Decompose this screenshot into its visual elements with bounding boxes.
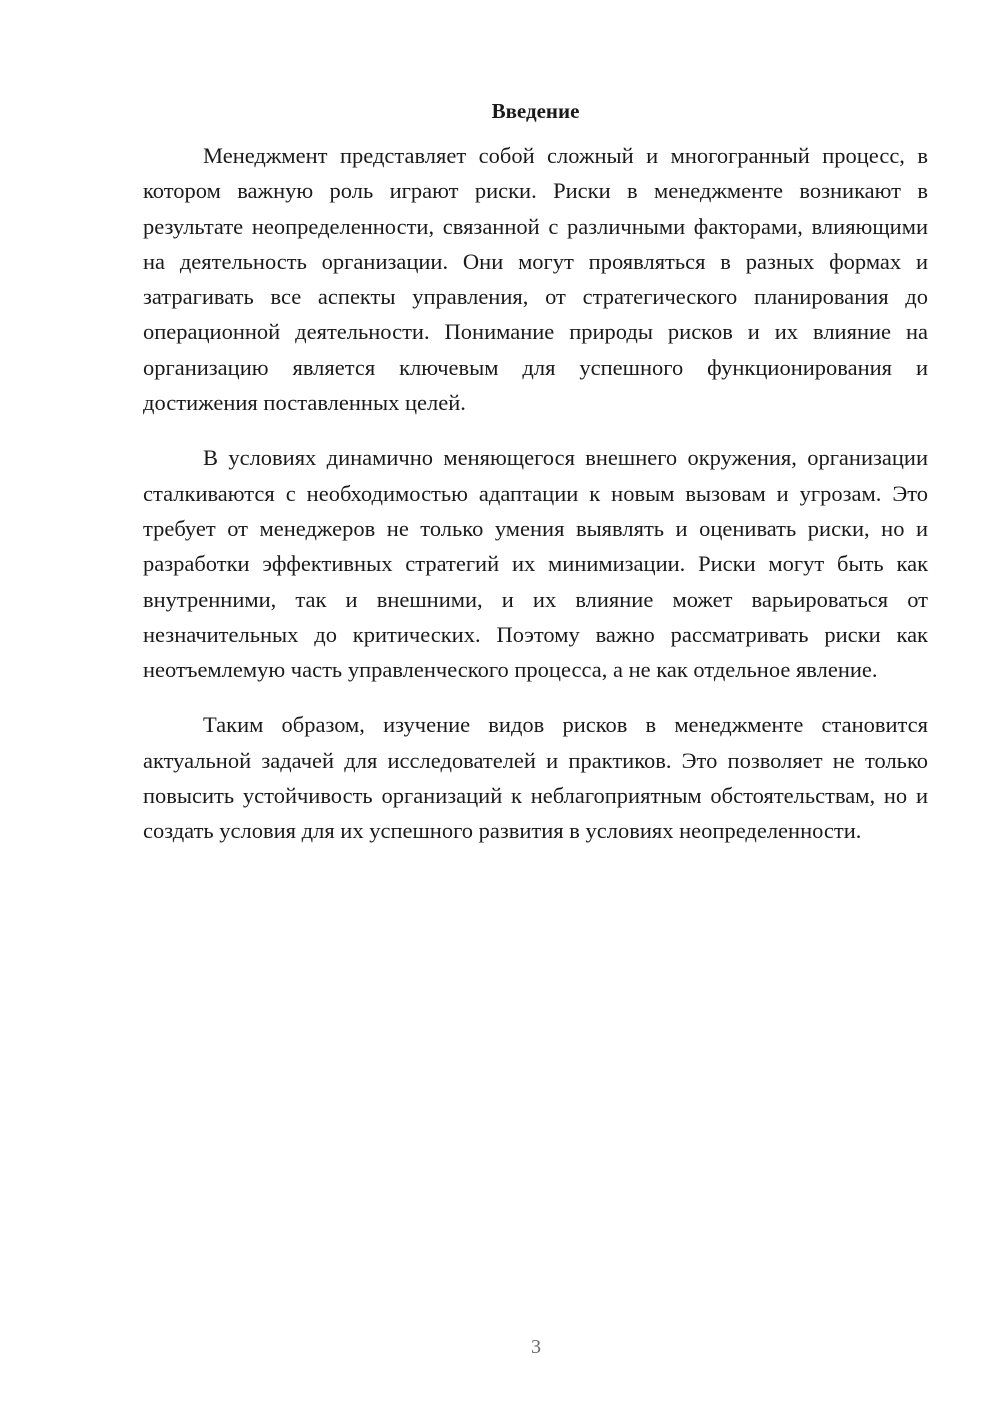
page-content xyxy=(143,96,928,869)
page-number: 3 xyxy=(531,1336,541,1358)
paragraph-conclusion: Таким образом, изучение видов рисков в менеджменте становится актуальной задачей для исследователей и практиков. Это позволяет не только повысить устойчивость организаций к неблагоприятным обстоятельствам, но и создать условия для их успешного развития в условиях неопределенности. xyxy=(143,712,928,844)
section-title: Введение xyxy=(491,99,580,123)
paragraph-intro: Менеджмент представляет собой сложный и многогранный процесс, в котором важную роль играют риски. Риски в менеджменте возникают в результате неопределенности, связанной с различными факторами, влияющими на деятельность организации. Они могут проявляться в разных формах и затрагивать все аспекты управления, от стратегического планирования до операционной деятельности. Понимание природы рисков и их влияние на организацию является ключевым для успешного функционирования и достижения поставленных целей. xyxy=(143,143,928,416)
paragraph-environment: В условиях динамично меняющегося внешнего окружения, организации сталкиваются с необходимостью адаптации к новым вызовам и угрозам. Это требует от менеджеров не только умения выявлять и оценивать риски, но и разработки эффективных стратегий их минимизации. Риски могут быть как внутренними, так и внешними, и их влияние может варьироваться от незначительных до критических. Поэтому важно рассматривать риски как неотъемлемую часть управленческого процесса, а не как отдельное явление. xyxy=(143,445,928,683)
